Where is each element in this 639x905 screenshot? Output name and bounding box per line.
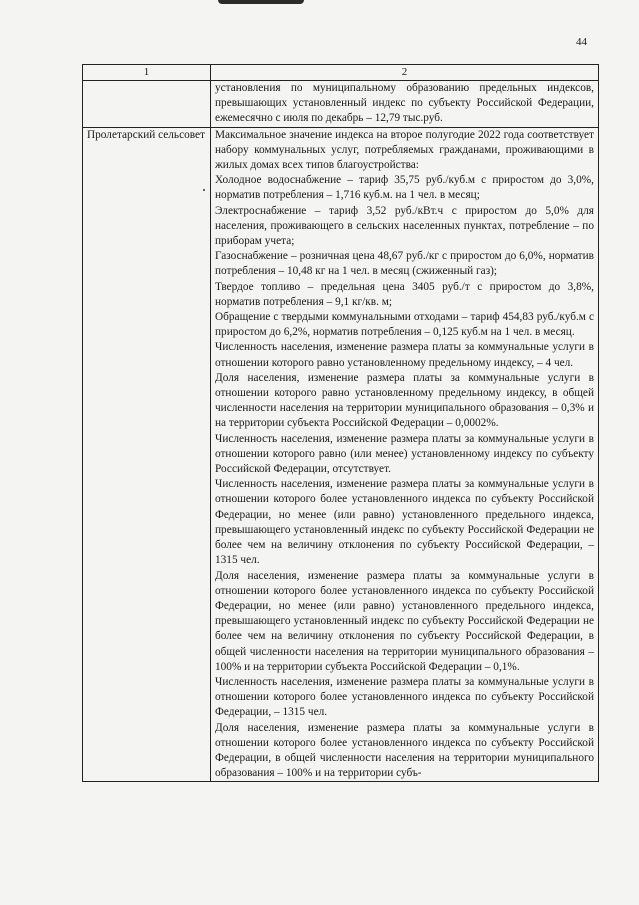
paragraph: Максимальное значение индекса на второе полугодие 2022 года соответствует набору коммунальных услуг, потребляемых гражданами, проживающими в жилых домах всех типов благоустройства: [215,128,594,172]
region-cell [83,81,211,128]
region-cell: Пролетарский сельсовет [83,127,211,782]
column-header-2: 2 [211,65,599,81]
paragraph: Доля населения, изменение размера платы за коммунальные услуги в отношении которого равно установленному предельному индексу, в общей численности населения на территории муниципального образования – 0,3% и на территории субъекта Российской Федерации – 0,0002%. [215,371,594,430]
table-row [83,81,599,128]
paragraph: Численность населения, изменение размера платы за коммунальные услуги в отношении которого равно установленному предельному индексу, – 4 чел. [215,341,594,369]
paragraph: Численность населения, изменение размера платы за коммунальные услуги в отношении которого более установленного индекса по субъекту Российской Федерации, – 1315 чел. [215,675,594,719]
paragraph: Твердое топливо – предельная цена 3405 руб./т с приростом до 3,8%, норматив потребления – 9,1 кг/кв. м; [215,280,594,308]
scan-speck [203,189,205,191]
table-row [83,127,599,782]
paragraph: Газоснабжение – розничная цена 48,67 руб./кг с приростом до 6,0%, норматив потребления – 10,48 кг на 1 чел. в месяц (сжиженный газ); [215,250,594,278]
indices-table [82,64,599,782]
paragraph: Численность населения, изменение размера платы за коммунальные услуги в отношении которого равно (или менее) установленному индексу по субъекту Российской Федерации, отсутствует. [215,432,594,476]
paragraph: Электроснабжение – тариф 3,52 руб./кВт.ч с приростом до 5,0% для населения, проживающего в сельских населенных пунктах, потребление – по приборам учета; [215,204,594,248]
content-cell [211,81,599,128]
paragraph: Холодное водоснабжение – тариф 35,75 руб./куб.м с приростом до 3,0%, норматив потребления – 1,716 куб.м. на 1 чел. в месяц; [215,174,594,202]
paragraph: Обращение с твердыми коммунальными отходами – тариф 454,83 руб./куб.м с приростом до 6,2%, норматив потребления – 0,125 куб.м на 1 чел. в месяц. [215,311,594,339]
table-header-row [83,65,599,81]
paragraph: установления по муниципальному образованию предельных индексов, превышающих установленный индекс по субъекту Российской Федерации, ежемесячно с июля по декабрь – 12,79 тыс.руб. [215,82,594,125]
column-header-1: 1 [83,65,211,81]
scan-edge-mark [218,0,304,4]
paragraph: Доля населения, изменение размера платы за коммунальные услуги в отношении которого более установленного индекса по субъекту Российской Федерации, но менее (или равно) установленного предельного индекса, превышающего установленный индекс по субъекту Российской Федерации не более чем на величину отклонения по субъекту Российской Федерации, в общей численности населения на территории муниципального образования – 100% и на территории субъекта Российской Федерации – 0,1%. [215,569,594,673]
content-cell [211,127,599,782]
paragraph: Численность населения, изменение размера платы за коммунальные услуги в отношении которого более установленного индекса по субъекту Российской Федерации, но менее (или равно) установленного предельного индекса, превышающего установленный индекс по субъекту Российской Федерации не более чем на величину отклонения по субъекту Российской Федерации, – 1315 чел. [215,478,594,567]
paragraph: Доля населения, изменение размера платы за коммунальные услуги в отношении которого более установленного индекса по субъекту Российской Федерации, в общей численности населения на территории муниципального образования – 100% и на территории субъ- [215,721,594,780]
page-number: 44 [576,36,587,48]
